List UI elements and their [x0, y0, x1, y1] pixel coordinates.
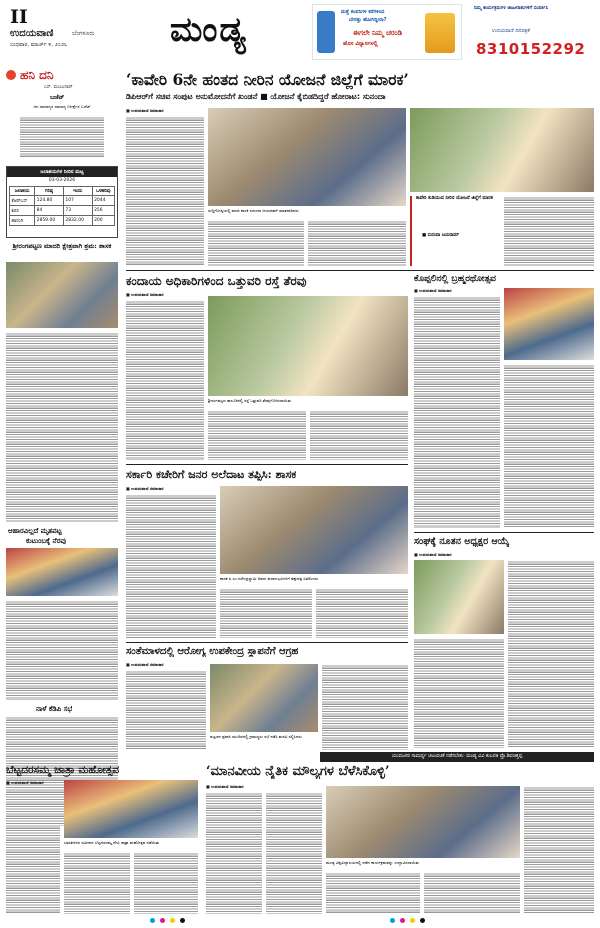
- water-table-header: ಒಳಹರಿವು: [92, 187, 114, 196]
- reg-dot-black: [420, 918, 425, 923]
- betta-body-col3: [134, 852, 198, 914]
- divider: [414, 532, 594, 533]
- kandaya-photo: [208, 296, 408, 396]
- maanaveeya-photo: [326, 786, 520, 858]
- water-table-title: ಜಲಾಶಯಗಳ ನೀರಿನ ಮಟ್ಟ: [7, 167, 117, 177]
- koppal-body-col1: [414, 296, 500, 528]
- page-number: II: [10, 6, 28, 28]
- water-table-date: 03-03-2026: [48, 178, 76, 183]
- lead-body-col4: [504, 196, 594, 266]
- sarkari-body-col3: [316, 588, 408, 638]
- aahaara-headline-2: ಕುಟುಂಬಕ್ಕೆ ನೆರವು: [26, 536, 67, 545]
- ad-phone-number[interactable]: 8310152292: [476, 40, 586, 58]
- kandaya-body-col2: [208, 410, 306, 460]
- maanaveeya-body-col5: [524, 786, 594, 914]
- betta-photo: [64, 780, 198, 838]
- lead-quote-text: ಕಾವೇರಿ ಕುಡಿಯುವ ನೀರಿನ ಯೋಜನೆ ಜಿಲ್ಲೆಗೆ ಮಾರಕ: [416, 196, 493, 201]
- lead-side-photo: [410, 108, 594, 192]
- divider: [126, 270, 594, 271]
- ad-banner-top[interactable]: [312, 4, 462, 60]
- lead-byline: ■ ಉದಯವಾಣಿ ಸಮಾಚಾರ: [126, 108, 164, 113]
- sarkari-headline: ಸರ್ಕಾರಿ ಕಚೇರಿಗೆ ಜನರ ಅಲೆದಾಟ ತಪ್ಪಿಸಿ: ಶಾಸಕ: [126, 468, 297, 481]
- sangha-body-col2: [508, 560, 594, 748]
- divider: [126, 642, 408, 643]
- srirangapatna-body: [6, 332, 118, 522]
- maanaveeya-headline: ‘ಮಾನವೀಯ ನೈತಿಕ ಮೌಲ್ಯಗಳ ಬೆಳೆಸಿಕೊಳ್ಳಿ’: [206, 764, 390, 779]
- santhe-photo: [210, 664, 318, 732]
- sangha-headline: ಸಂಘಕ್ಕೆ ನೂತನ ಅಧ್ಯಕ್ಷರ ಆಯ್ಕೆ: [414, 536, 510, 547]
- sangha-photo: [414, 560, 504, 634]
- sarkari-body-col1: [126, 494, 216, 638]
- ad-line-3: ಈಗಲೇ ನಿಮ್ಮ ಚರಂಡಿ: [353, 29, 403, 37]
- ad-right-line-1: ನಿಮ್ಮ ಕಾರ್ಯಕ್ರಮಗಳ ಜಾಹೀರಾತುಗಳಿಗೆ ಸಂಪರ್ಕಿಸಿ: [474, 6, 549, 11]
- maanaveeya-body-col3: [326, 872, 420, 914]
- maanaveeya-byline: ■ ಉದಯವಾಣಿ ಸಮಾಚಾರ: [206, 784, 244, 789]
- table-cell: ಹಾರಂಗಿ: [10, 216, 35, 226]
- lead-body-col2: [208, 220, 304, 266]
- aahaara-headline-1: ಆಹಾರವಿಲ್ಲದೆ ಮೃತಪಟ್ಟ: [8, 526, 62, 535]
- sarkari-photo: [220, 486, 408, 574]
- naale-headline: ನಾಳೆ ಕೆಡಿಪಿ ಸಭೆ: [36, 704, 73, 713]
- kandaya-caption: ಶ್ರೀರಂಗಪಟ್ಟಣ ತಾಲೂಕಿನಲ್ಲಿ ರಸ್ತೆ ಒತ್ತುವರಿ ತೆರವುಗೊಳಿಸಲಾಯಿತು: [208, 398, 292, 403]
- ad-bin-graphic: [425, 13, 455, 53]
- table-cell: 2832.00: [63, 216, 92, 226]
- honey-logo-icon: [6, 70, 16, 80]
- table-cell: 84: [35, 206, 64, 216]
- ad-line-1: ಮತ್ತೆ ಕಂಪನಿಗಳ ಕರೆಗಳಿಂದ: [341, 9, 385, 15]
- kandaya-byline: ■ ಉದಯವಾಣಿ ಸಮಾಚಾರ: [126, 292, 164, 297]
- sangha-body-col1: [414, 638, 504, 748]
- table-cell: 124.80: [35, 196, 64, 206]
- sarkari-caption: ಶಾಸಕ ಪಿ.ಎಂ.ನರೇಂದ್ರಸ್ವಾಮಿ ಅವರು ಫಲಾನುಭವಿಗಳಿಗೆ ಹಕ್ಕುಪತ್ರ ವಿತರಿಸಿದರು: [220, 576, 319, 581]
- reg-dot-magenta: [400, 918, 405, 923]
- paper-name: ಉದಯವಾಣಿ: [10, 28, 54, 39]
- water-table-grid: [9, 186, 115, 226]
- masthead: [0, 0, 600, 66]
- reg-dot-yellow: [410, 918, 415, 923]
- water-table-header: ಇಂದು: [63, 187, 92, 196]
- ad-right[interactable]: [472, 4, 596, 62]
- srirangapatna-headline: ಶ್ರೀರಂಗಪಟ್ಟಣ ಮಾದರಿ ಕ್ಷೇತ್ರವಾಗಿ ಶ್ರಮ: ಶಾಸಕ: [12, 242, 112, 250]
- honey-title: ಬಜೆಟ್: [50, 94, 65, 101]
- honey-sub: ಎಸ್. ಮಂಜುನಾಥ್: [44, 85, 73, 90]
- registration-marks: [150, 918, 450, 924]
- water-table-header: ಗರಿಷ್ಠ: [35, 187, 64, 196]
- maanaveeya-caption: ಮಂಡ್ಯ ವಿಶ್ವವಿದ್ಯಾಲಯದಲ್ಲಿ ನಡೆದ ಕಾರ್ಯಕ್ರಮವನ್ನು ಉದ್ಘಾಟಿಸಲಾಯಿತು: [326, 860, 420, 865]
- left-column: [6, 66, 118, 826]
- lead-quote-box: [410, 196, 500, 266]
- reg-dot-black: [180, 918, 185, 923]
- aahaara-body: [6, 600, 118, 700]
- table-cell: 200: [92, 216, 114, 226]
- lead-subhead: ಡಿಪಿಆರ್‌ಗೆ ಸಚಿವ ಸಂಪುಟ ಅನುಮೋದನೆಗೆ ಖಂಡನೆ ■ ಯೋಜನೆ ಕೈಬಿಡದಿದ್ದರೆ ಹೋರಾಟ: ಸುನಂದಾ: [126, 92, 386, 101]
- kandaya-headline: ಕಂದಾಯ ಅಧಿಕಾರಿಗಳಿಂದ ಒತ್ತುವರಿ ರಸ್ತೆ ತೆರವು: [126, 274, 307, 288]
- santhe-byline: ■ ಉದಯವಾಣಿ ಸಮಾಚಾರ: [126, 662, 164, 667]
- reg-dot-magenta: [160, 918, 165, 923]
- santhe-headline: ಸಂತೆಮಾಳದಲ್ಲಿ ಆರೋಗ್ಯ ಉಪಕೇಂದ್ರ ಸ್ಥಾಪನೆಗೆ ಆಗ್ರಹ: [126, 646, 299, 657]
- betta-body-col2: [64, 852, 130, 914]
- lead-body-col1: [126, 116, 204, 266]
- water-table-header: ಜಲಾಶಯ: [10, 187, 35, 196]
- issue-date: ಬುಧವಾರ, ಮಾರ್ಚ್ ೪, ೨೦೨೬: [10, 42, 68, 48]
- table-row: [10, 196, 115, 206]
- lead-body-col3: [308, 220, 406, 266]
- reg-dot-cyan: [150, 918, 155, 923]
- maanaveeya-body-col1: [206, 792, 262, 914]
- edition-label: ಬೆಂಗಳೂರು: [72, 30, 95, 37]
- table-cell: 2859.00: [35, 216, 64, 226]
- table-cell: 73: [63, 206, 92, 216]
- santhe-body-col2: [322, 664, 408, 750]
- santhe-caption: ಪಟ್ಟಣದ ಪ್ರವಾಸಿ ಮಂದಿರದಲ್ಲಿ ಗ್ರಾಮಸ್ಥರು ಸಭೆ ನಡೆಸಿ ಮನವಿ ಸಲ್ಲಿಸಿದರು: [210, 734, 302, 739]
- ad-phone-graphic: [317, 11, 335, 53]
- lead-quote-author: ■ ಸುನಂದಾ ಜಯರಾಮ್: [422, 233, 459, 238]
- betta-body-col1: [6, 788, 60, 914]
- ad-right-line-2: ಉದಯವಾಣಿ ದಿನಪತ್ರಿಕೆ: [492, 28, 530, 34]
- koppal-byline: ■ ಉದಯವಾಣಿ ಸಮಾಚಾರ: [414, 288, 452, 293]
- koppal-headline: ಕೊಪ್ಪಲಿನಲ್ಲಿ ಬ್ರಹ್ಮರಥೋತ್ಸವ: [414, 274, 496, 284]
- kandaya-body-col1: [126, 300, 204, 460]
- table-row: [10, 216, 115, 226]
- maanaveeya-body-col2: [266, 792, 322, 914]
- district-title: ಮಂಡ್ಯ: [170, 10, 248, 50]
- ad-line-2: ಬೇಸತ್ತು ಹೋಗಿದ್ದೀರಾ?: [349, 17, 387, 23]
- betta-headline: ಬೆಟ್ಟದರಸಮ್ಮ ಜಾತ್ರಾ ಮಹೋತ್ಸವ: [6, 764, 120, 776]
- lead-headline: ‘ಕಾವೇರಿ 6ನೇ ಹಂತದ ನೀರಿನ ಯೋಜನೆ ಜಿಲ್ಲೆಗೆ ಮಾರಕ’: [126, 70, 409, 89]
- water-table-header-row: [10, 187, 115, 196]
- reg-dot-cyan: [390, 918, 395, 923]
- sarkari-byline: ■ ಉದಯವಾಣಿ ಸಮಾಚಾರ: [126, 486, 164, 491]
- ad-line-4: ಹೊಸ ವಿನ್ಯಾಸಗಳಲ್ಲಿ: [343, 41, 378, 47]
- koppal-body-col2: [504, 364, 594, 528]
- table-row: [10, 206, 115, 216]
- table-cell: ಕಬಿನಿ: [10, 206, 35, 216]
- lead-caption: ಸುದ್ದಿಗೋಷ್ಠಿಯಲ್ಲಿ ಮಾಜಿ ಶಾಸಕಿ ಸುನಂದಾ ಜಯರಾಮ್ ಮಾತನಾಡಿದರು: [208, 208, 299, 213]
- table-cell: 2044: [92, 196, 114, 206]
- honey-logo: ಹನಿ ದನಿ: [20, 68, 54, 82]
- kandaya-body-col3: [310, 410, 408, 460]
- table-cell: 107: [63, 196, 92, 206]
- honey-poem: ಜನ ಸಾಮಾನ್ಯರ ಸಾಮಾನ್ಯ ನಿರೀಕ್ಷೆಗಳ ಬಜೆಟ್: [33, 104, 91, 109]
- maanaveeya-body-col4: [424, 872, 520, 914]
- lead-photo: [208, 108, 406, 206]
- table-cell: 256: [92, 206, 114, 216]
- honey-poem-lines: [20, 116, 104, 158]
- betta-byline: ■ ಉದಯವಾಣಿ ಸಮಾಚಾರ: [6, 780, 44, 785]
- koppal-photo: [504, 288, 594, 360]
- banner-strip: ಯುವಜನರ ಸಾಮರ್ಥ್ಯ ಚಟುವಟಿಕೆ ನಡೆಸಬೇಕು: ಮಂಡ್ಯ ವಿವಿ ಕುಲಪತಿ ಪ್ರೊ.ಶಿವಚಿತ್ತಪ್ಪ: [320, 752, 594, 762]
- sarkari-body-col2: [220, 588, 312, 638]
- reg-dot-yellow: [170, 918, 175, 923]
- divider: [126, 464, 408, 465]
- sangha-byline: ■ ಉದಯವಾಣಿ ಸಮಾಚಾರ: [414, 552, 452, 557]
- water-table: [6, 166, 118, 238]
- table-cell: ಕೆಆರ್‌ಎಸ್: [10, 196, 35, 206]
- aahaara-photo: [6, 548, 118, 596]
- santhe-body-col1: [126, 670, 206, 750]
- srirangapatna-photo: [6, 262, 118, 328]
- betta-caption: ಭಾರತೀನಗರ ಸಮೀಪದ ಬೆಟ್ಟದರಸಮ್ಮ ದೇವಿ ಜಾತ್ರಾ ಮಹೋತ್ಸವ ನಡೆಯಿತು: [64, 840, 160, 845]
